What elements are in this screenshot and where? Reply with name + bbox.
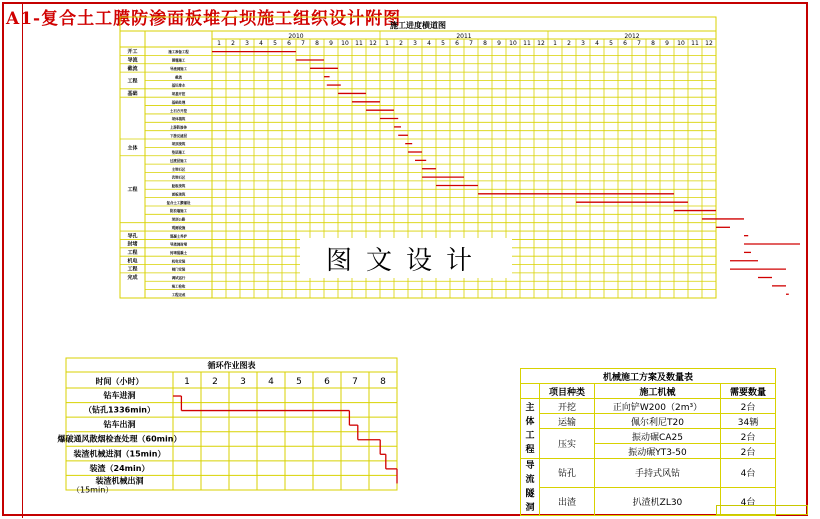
equipment-row (521, 459, 776, 488)
cycle-hour-label: 8 (380, 377, 386, 387)
equipment-cat: 开挖 (540, 399, 595, 414)
gantt-item-label: 面板浇筑 (171, 192, 186, 197)
gantt-item-label: 上游防渗体 (170, 125, 187, 130)
equipment-qty: 4台 (721, 487, 776, 516)
gantt-item-label: 闸门安装 (171, 267, 186, 272)
equipment-machine: 扒渣机ZL30 (594, 487, 720, 516)
watermark: 图文设计 (300, 238, 512, 278)
gantt-item-label: 导流洞施工 (170, 66, 187, 71)
gantt-group-label: 工程 (127, 266, 138, 273)
gantt-item-label: 竣工验收 (171, 284, 186, 289)
equipment-header-category: 项目种类 (540, 384, 595, 399)
gantt-month-label: 8 (483, 40, 487, 47)
gantt-month-label: 10 (677, 40, 685, 47)
gantt-month-label: 5 (441, 40, 445, 47)
equipment-qty: 2台 (721, 399, 776, 414)
gantt-month-label: 6 (287, 40, 291, 47)
gantt-month-label: 4 (259, 40, 263, 47)
gantt-month-label: 1 (553, 40, 557, 47)
gantt-group-label: 开工 (127, 49, 138, 56)
cycle-hour-label: 6 (324, 377, 330, 387)
gantt-month-label: 4 (427, 40, 431, 47)
cycle-task-label: 装渣机械进洞（15min） (73, 449, 166, 459)
gantt-group-label: 基础 (127, 91, 138, 98)
equipment-row (521, 414, 776, 429)
gantt-item-label: 施工准备工程 (168, 50, 189, 55)
gantt-month-label: 9 (665, 40, 669, 47)
gantt-group-label: 导孔 (127, 233, 138, 240)
gantt-item-label: 过渡层施工 (170, 158, 187, 163)
cycle-hour-label: 5 (296, 377, 302, 387)
gantt-month-label: 12 (537, 40, 545, 47)
gantt-month-label: 7 (301, 40, 305, 47)
gantt-group-label: 封堵 (127, 241, 138, 248)
equipment-title-row (521, 369, 776, 384)
gantt-item-label: 机电安装 (171, 259, 186, 264)
gantt-item-label: 基坑排水 (171, 83, 186, 88)
cycle-task-label: 装渣（24min） (89, 463, 150, 473)
gantt-group-label: 导流 (127, 57, 138, 64)
gantt-month-label: 5 (273, 40, 277, 47)
gantt-month-label: 2 (399, 40, 403, 47)
gantt-group-label: 截流 (127, 65, 138, 72)
equipment-machine: 手持式风钻 (594, 459, 720, 488)
gantt-month-label: 7 (637, 40, 641, 47)
gantt-item-label: 次堆石区 (171, 175, 186, 180)
gantt-month-label: 10 (509, 40, 517, 47)
gantt-item-label: 工程完成 (171, 292, 186, 297)
gantt-group-label: 工程 (127, 187, 138, 194)
gantt-item-label: 基础处理 (171, 100, 186, 105)
cycle-task-label: （钻孔1336min） (83, 405, 156, 415)
equipment-machine: 振动碾YT3-50 (594, 444, 720, 459)
equipment-cat: 出渣 (540, 487, 595, 516)
gantt-year-label: 2011 (456, 33, 472, 40)
gantt-month-label: 2 (567, 40, 571, 47)
cycle-task-label: 爆破通风散烟检查处理（60min） (57, 434, 182, 444)
equipment-machine: 佩尔利尼T20 (594, 414, 720, 429)
equipment-machine: 振动碾CA25 (594, 429, 720, 444)
equipment-group-main: 主体工程 (521, 399, 540, 459)
equipment-cat: 压实 (540, 429, 595, 459)
cycle-task-label-line2: （15min） (72, 485, 114, 495)
equipment-cat: 钻孔 (540, 459, 595, 488)
gantt-item-label: 坝顶浇筑 (171, 142, 186, 147)
gantt-month-label: 8 (651, 40, 655, 47)
cycle-task-label: 装渣机械出洞 (95, 476, 144, 486)
gantt-item-label: 封堵混凝土 (170, 250, 187, 255)
gantt-item-label: 调试运行 (171, 276, 186, 281)
gantt-item-label: 下游反滤层 (170, 133, 187, 138)
equipment-qty: 2台 (721, 444, 776, 459)
equipment-qty: 34辆 (721, 414, 776, 429)
equipment-header-row (521, 384, 776, 399)
cycle-hour-label: 1 (184, 377, 190, 387)
gantt-item-label: 趾板浇筑 (171, 184, 186, 189)
gantt-group-label: 主体 (127, 145, 138, 152)
gantt-item-label: 坝顶公路 (171, 217, 186, 222)
gantt-month-label: 9 (329, 40, 333, 47)
gantt-group-label: 机电 (127, 258, 138, 265)
cycle-task-label: 钻车出洞 (103, 420, 136, 430)
gantt-group-label: 工程 (127, 78, 138, 85)
drawing-title: A1-复合土工膜防渗面板堆石坝施工组织设计附图 (6, 9, 402, 29)
gantt-group-label: 完成 (127, 275, 138, 282)
gantt-month-label: 3 (413, 40, 417, 47)
gantt-item-label: 坝体填筑 (171, 117, 186, 122)
equipment-header-machine: 施工机械 (594, 384, 720, 399)
gantt-month-label: 11 (355, 40, 363, 47)
title-block-stamp (716, 505, 808, 515)
gantt-item-label: 土石方开挖 (170, 108, 187, 113)
gantt-month-label: 9 (497, 40, 501, 47)
gantt-month-label: 12 (369, 40, 377, 47)
cycle-hour-label: 4 (268, 377, 274, 387)
gantt-item-label: 观测设施 (171, 225, 186, 230)
gantt-month-label: 6 (455, 40, 459, 47)
equipment-header-blank (521, 384, 540, 399)
gantt-month-label: 1 (217, 40, 221, 47)
cycle-hour-label: 7 (352, 377, 358, 387)
equipment-group-diversion: 导流隧洞 (521, 459, 540, 516)
gantt-year-label: 2012 (624, 33, 640, 40)
equipment-row (521, 399, 776, 414)
gantt-item-label: 围堰施工 (171, 58, 186, 63)
gantt-item-label: 主堆石区 (171, 167, 186, 172)
gantt-item-label: 坝基开挖 (171, 92, 186, 97)
equipment-qty: 2台 (721, 429, 776, 444)
equipment-title: 机械施工方案及数量表 (521, 369, 776, 384)
gantt-month-label: 1 (385, 40, 389, 47)
gantt-item-label: 导流洞封堵 (170, 242, 187, 247)
gantt-title: 施工进度横道图 (390, 21, 446, 30)
equipment-machine: 正向铲W200（2m³） (594, 399, 720, 414)
gantt-month-label: 12 (705, 40, 713, 47)
gantt-item-label: 混凝土养护 (170, 234, 187, 239)
cycle-task-label: 钻车进洞 (103, 391, 136, 400)
gantt-item-label: 垫层施工 (171, 150, 186, 155)
equipment-row (521, 429, 776, 444)
gantt-month-label: 3 (581, 40, 585, 47)
gantt-month-label: 11 (523, 40, 531, 47)
cycle-hour-label: 3 (240, 377, 246, 387)
gantt-item-label: 防浪墙施工 (170, 209, 187, 214)
gantt-group-label: 工程 (127, 249, 138, 256)
gantt-month-label: 11 (691, 40, 699, 47)
cycle-time-header: 时间（小时） (95, 377, 144, 386)
equipment-cat: 运输 (540, 414, 595, 429)
gantt-month-label: 10 (341, 40, 349, 47)
gantt-item-label: 复合土工膜铺设 (166, 200, 191, 205)
equipment-table (520, 368, 776, 516)
gantt-month-label: 7 (469, 40, 473, 47)
cycle-hour-label: 2 (212, 377, 218, 387)
gantt-month-label: 6 (623, 40, 627, 47)
gantt-month-label: 8 (315, 40, 319, 47)
gantt-month-label: 4 (595, 40, 599, 47)
gantt-month-label: 3 (245, 40, 249, 47)
equipment-header-qty: 需要数量 (721, 384, 776, 399)
equipment-qty: 4台 (721, 459, 776, 488)
gantt-year-label: 2010 (288, 33, 304, 40)
gantt-month-label: 2 (231, 40, 235, 47)
cycle-title: 循环作业图表 (207, 361, 256, 370)
gantt-month-label: 5 (609, 40, 613, 47)
gantt-item-label: 截流 (175, 75, 182, 80)
